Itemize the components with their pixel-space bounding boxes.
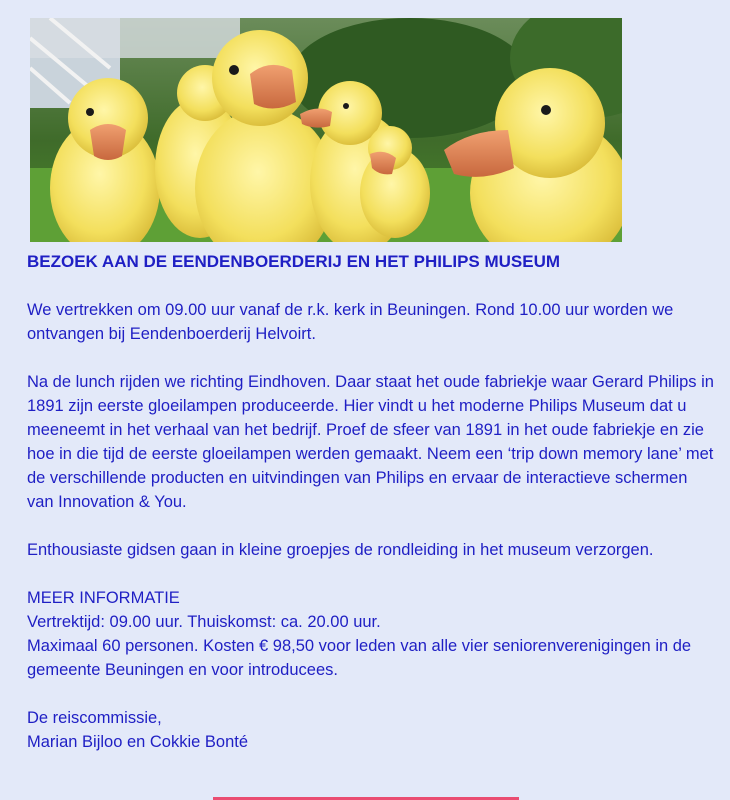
- signature: [27, 706, 717, 754]
- signature-names: Marian Bijloo en Cokkie Bonté: [27, 733, 249, 751]
- paragraph-departure: We vertrekken om 09.00 uur vanaf de r.k. kerk in Beuningen. Rond 10.00 uur worden we ontvangen bij Eendenboerderij Helvoirt.: [27, 301, 674, 343]
- info-costs: Maximaal 60 personen. Kosten € 98,50 voor leden van alle vier seniorenverenigingen in de gemeente Beuningen en voor introducees.: [27, 637, 692, 679]
- info-times: Vertrektijd: 09.00 uur. Thuiskomst: ca. 20.00 uur.: [27, 613, 381, 631]
- info-heading: MEER INFORMATIE: [27, 589, 180, 607]
- article-body: [27, 250, 717, 754]
- signature-committee: De reiscommissie,: [27, 709, 162, 727]
- paragraph-guides: Enthousiaste gidsen gaan in kleine groepjes de rondleiding in het museum verzorgen.: [27, 541, 654, 559]
- paragraph-museum: Na de lunch rijden we richting Eindhoven. Daar staat het oude fabriekje waar Gerard Philips in 1891 zijn eerste gloeilampen produceerde. Hier vindt u het moderne Philips Museum dat u meeneemt in het verhaal van het bedrijf. Proef de sfeer van 1891 in het oude fabriekje en zie hoe in die tijd de eerste gloeilampen werden gemaakt. Neem een ‘trip down memory lane’ met de verschillende producten en uitvindingen van Philips en ervaar de interactieve schermen van Innovation & You.: [27, 373, 714, 511]
- ducklings-photo: [30, 18, 622, 242]
- ducklings-photo-illustration: [30, 18, 622, 242]
- article-title: BEZOEK AAN DE EENDENBOERDERIJ EN HET PHILIPS MUSEUM: [27, 252, 561, 271]
- info-section: [27, 586, 717, 682]
